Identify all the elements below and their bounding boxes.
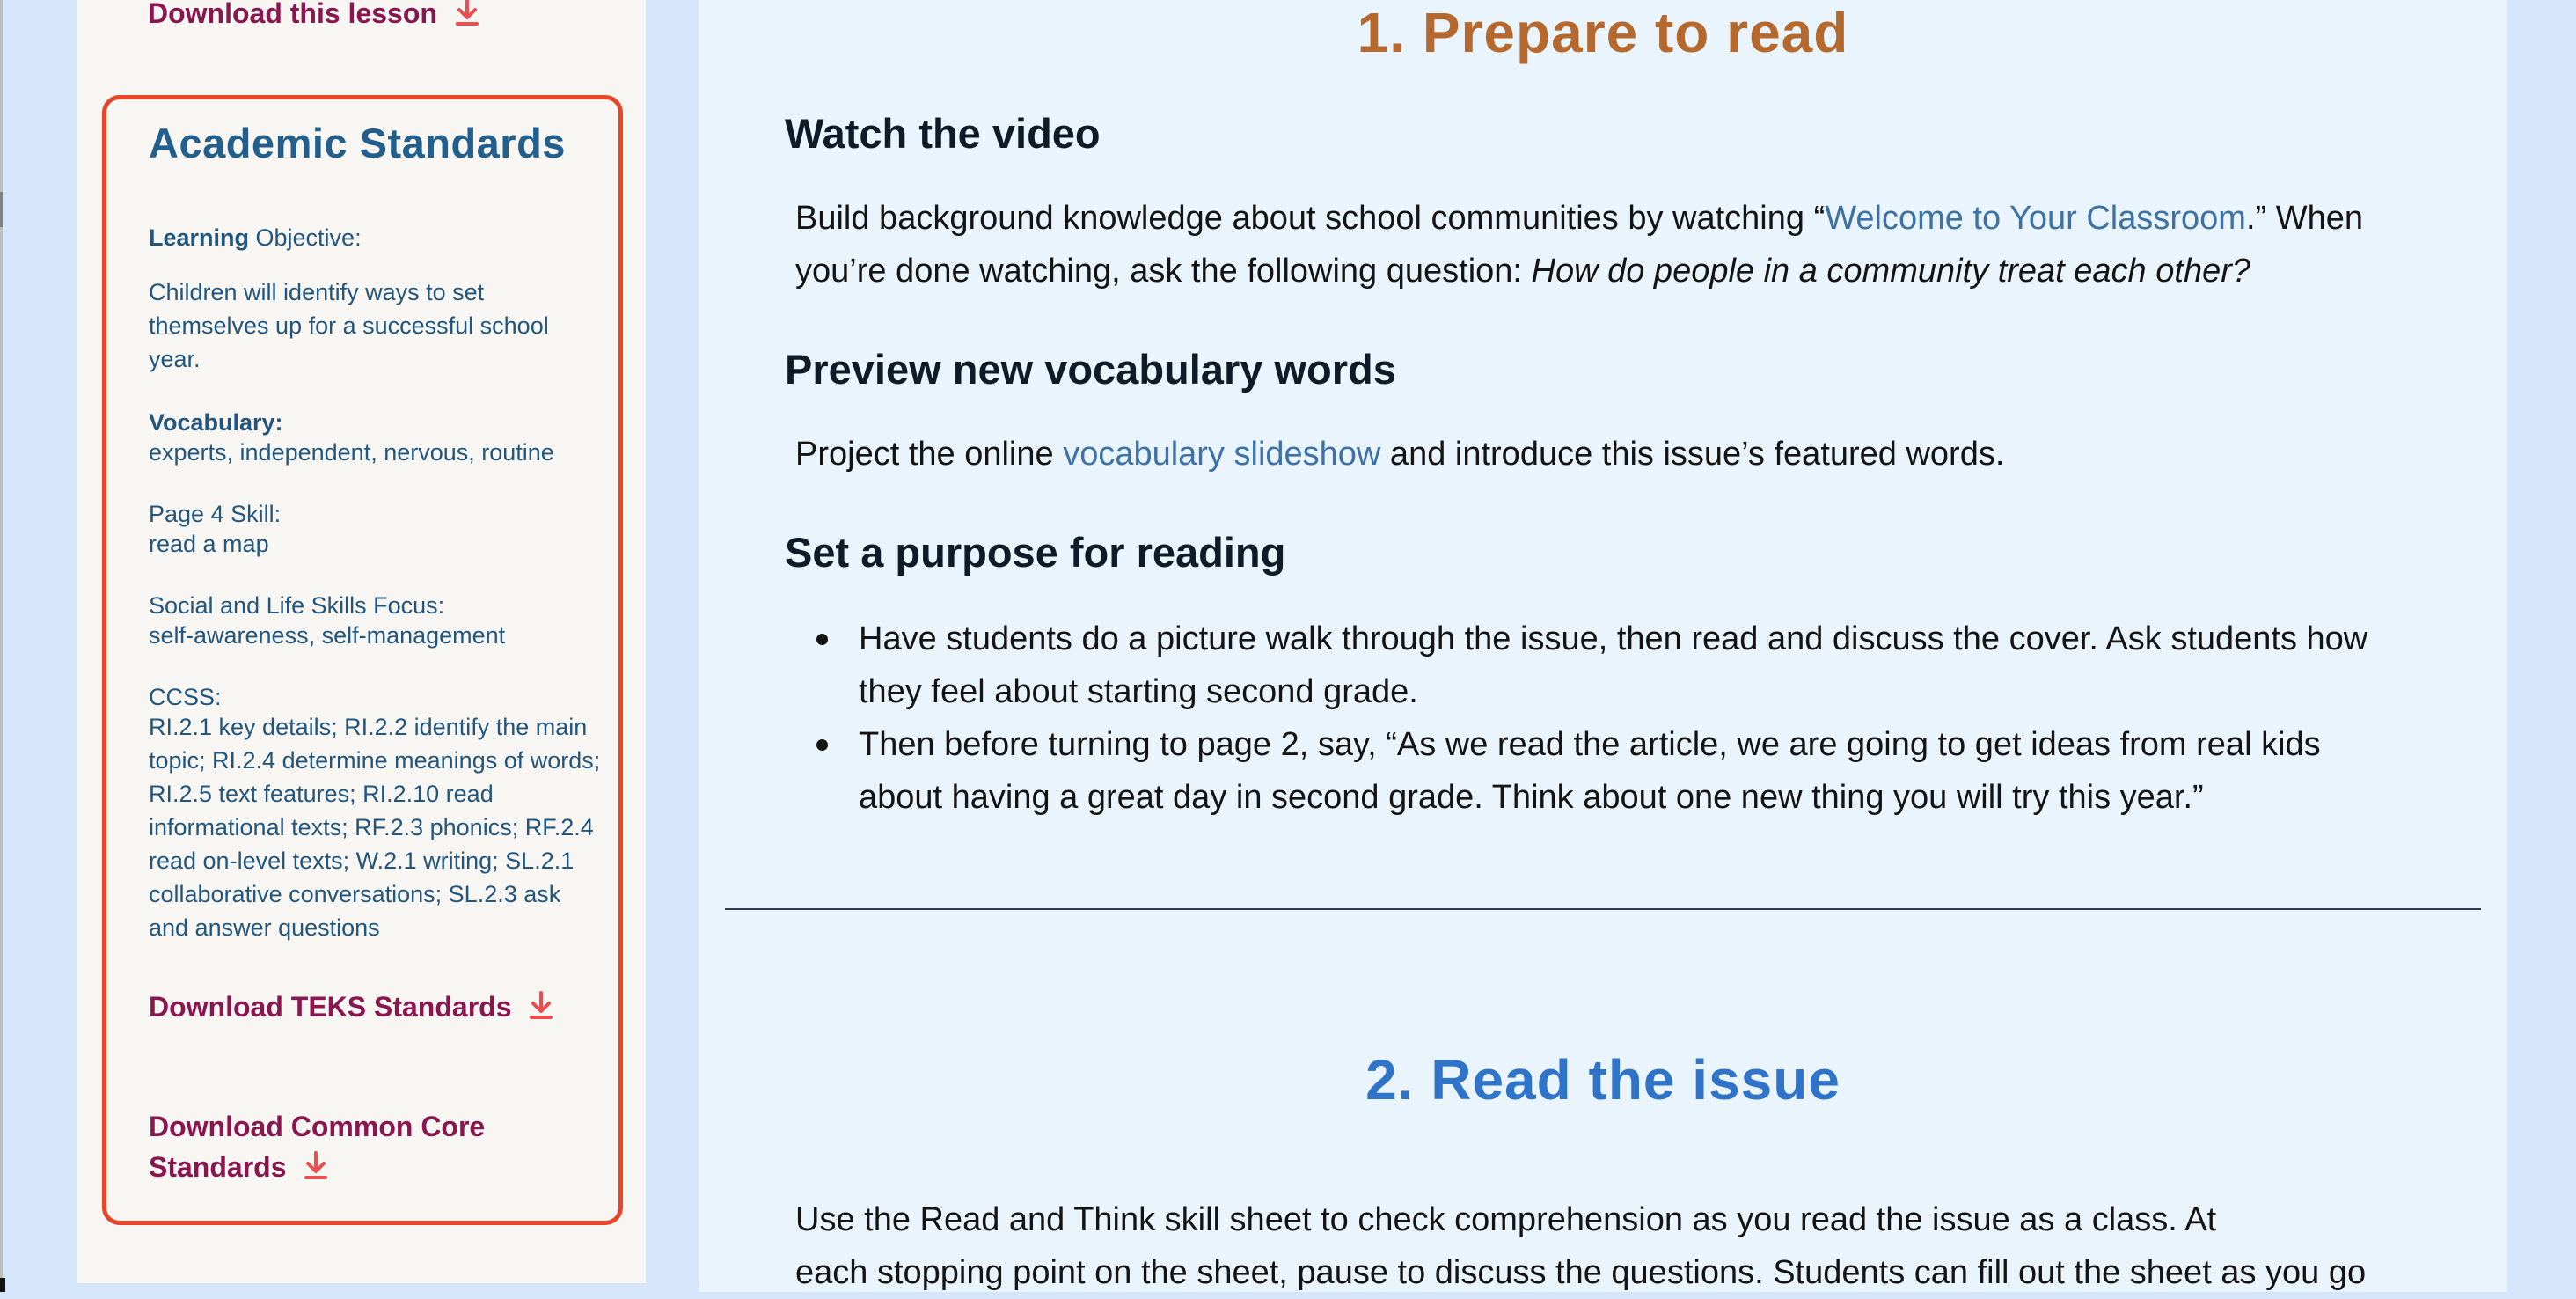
lesson-main-content xyxy=(699,0,2507,1292)
social-skills-label: Social and Life Skills Focus: xyxy=(149,592,445,619)
download-lesson-link[interactable] xyxy=(148,0,480,30)
watch-text: Build background knowledge about school communities by watching “ xyxy=(795,200,1826,237)
vocab-text: and introduce this issue’s featured words. xyxy=(1380,436,2005,473)
learning-objective-label xyxy=(149,221,606,254)
bullet-line: Then before turning to page 2, say, “As we read the article, we are going to get ideas from real kids xyxy=(859,726,2321,763)
window-corner-marker xyxy=(0,1278,5,1292)
watch-video-heading: Watch the video xyxy=(785,110,1101,157)
download-arrow-icon xyxy=(303,1150,329,1180)
vocabulary-words: experts, independent, nervous, routine xyxy=(149,439,554,466)
download-arrow-icon xyxy=(454,0,480,26)
section-prepare-title: 1. Prepare to read xyxy=(1357,1,1849,64)
ccss-standards-text: RI.2.1 key details; RI.2.2 identify the main topic; RI.2.4 determine meanings of words; RI.2.5 text features; RI.2.10 read informational texts; RF.2.3 phonics; RF.2.4 read on-level texts; W.2.1 writing; SL.2.1 collaborative conversations; SL.2.3 ask and answer questions xyxy=(149,714,601,941)
list-item xyxy=(795,718,2467,824)
academic-standards-card xyxy=(102,95,623,1225)
vocabulary-slideshow-link[interactable]: vocabulary slideshow xyxy=(1063,436,1381,473)
watch-text: you’re done watching, ask the following question: xyxy=(795,253,1532,290)
read-issue-line: each stopping point on the sheet, pause to discuss the questions. Students can fill out the sheet as you go xyxy=(795,1254,2367,1291)
download-common-core-link[interactable] xyxy=(149,1106,606,1187)
social-skills-text: self-awareness, self-management xyxy=(149,622,506,649)
section-read-issue-title: 2. Read the issue xyxy=(1365,1048,1841,1112)
academic-standards-title: Academic Standards xyxy=(149,120,566,166)
download-common-core-label-line1: Download Common Core xyxy=(149,1111,486,1142)
window-edge-marker xyxy=(0,192,3,227)
download-teks-label: Download TEKS Standards xyxy=(149,991,512,1023)
page-skill-label: Page 4 Skill: xyxy=(149,501,282,527)
bullet-line: Have students do a picture walk through the issue, then read and discuss the cover. Ask students how xyxy=(859,620,2368,657)
learning-objective-label-bold: Learning xyxy=(149,224,250,251)
lesson-sidebar xyxy=(77,0,646,1283)
learning-objective-label-rest: Objective: xyxy=(249,224,362,251)
preview-vocabulary-paragraph xyxy=(795,428,2467,481)
welcome-classroom-video-link[interactable]: Welcome to Your Classroom xyxy=(1825,200,2246,237)
watch-text: .” When xyxy=(2245,200,2364,237)
download-teks-link[interactable] xyxy=(149,987,606,1027)
download-arrow-icon xyxy=(528,990,554,1020)
set-purpose-heading: Set a purpose for reading xyxy=(785,529,1286,576)
window-left-edge xyxy=(0,0,3,1292)
vocabulary-label xyxy=(149,406,606,439)
purpose-bullet-list xyxy=(795,613,2467,824)
bullet-line: about having a great day in second grade. Think about one new thing you will try this year.” xyxy=(859,779,2204,816)
vocab-text: Project the online xyxy=(795,436,1064,473)
watch-video-paragraph xyxy=(795,192,2467,297)
page-skill-text: read a map xyxy=(149,531,269,557)
download-lesson-label: Download this lesson xyxy=(148,0,437,29)
bullet-line: they feel about starting second grade. xyxy=(859,673,1418,710)
preview-vocabulary-heading: Preview new vocabulary words xyxy=(785,346,1396,393)
read-issue-paragraph xyxy=(795,1193,2467,1299)
discussion-question: How do people in a community treat each other? xyxy=(1531,253,2250,290)
list-item xyxy=(795,613,2467,718)
ccss-label: CCSS: xyxy=(149,684,222,710)
learning-objective-text: Children will identify ways to set themselves up for a successful school year. xyxy=(149,279,549,372)
vocabulary-label-bold: Vocabulary: xyxy=(149,409,283,436)
section-divider xyxy=(725,908,2481,910)
read-issue-line: Use the Read and Think skill sheet to check comprehension as you read the issue as a class. At xyxy=(795,1201,2217,1238)
download-common-core-label-line2: Standards xyxy=(149,1151,287,1183)
